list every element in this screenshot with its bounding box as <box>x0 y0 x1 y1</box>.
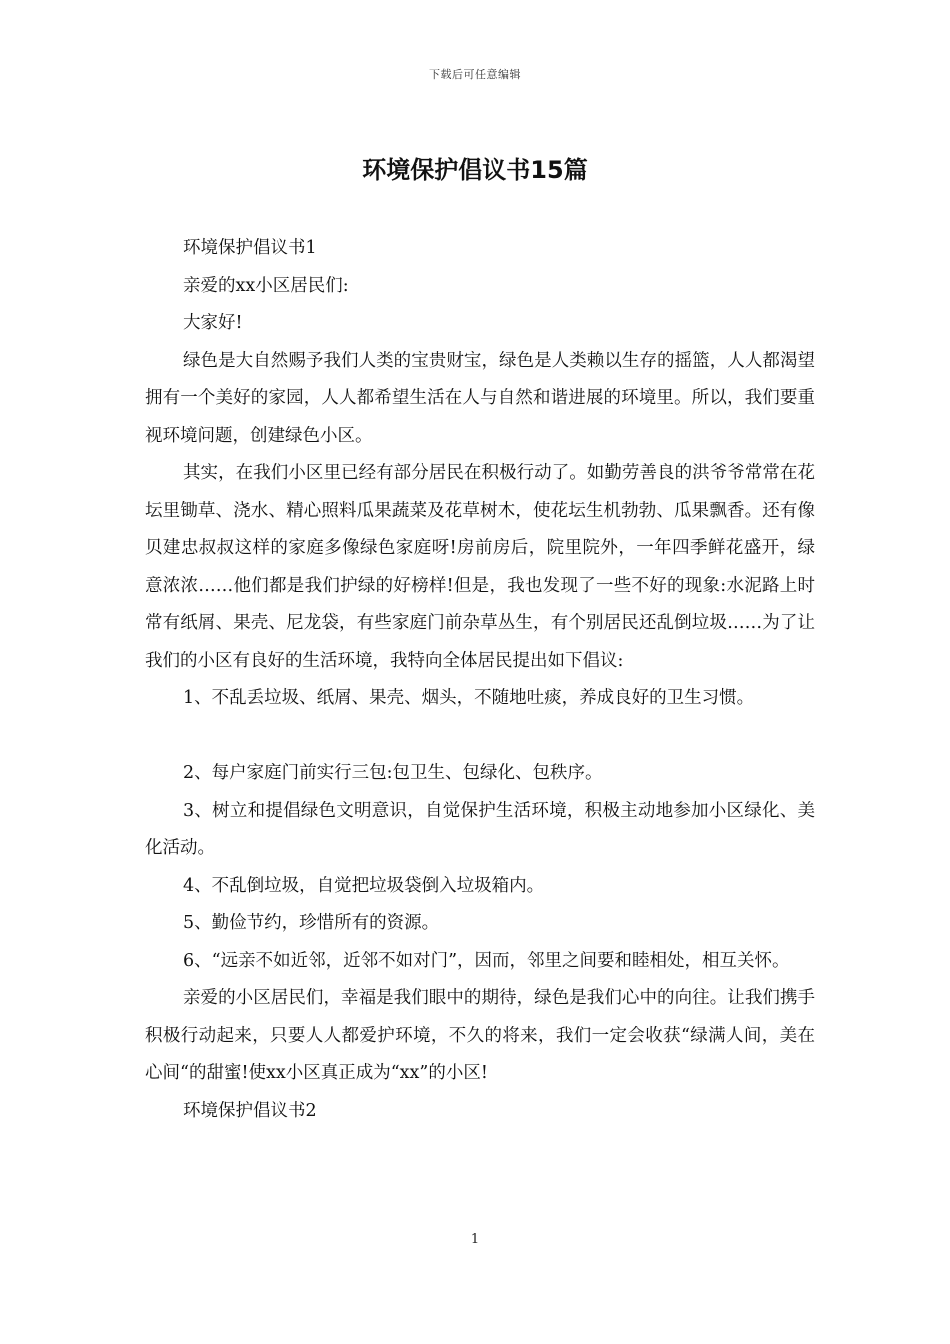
page-number: 1 <box>470 1232 480 1247</box>
section-heading: 环境保护倡议书2 <box>183 1100 317 1121</box>
proposal-item: 1、不乱丢垃圾、纸屑、果壳、烟头，不随地吐痰，养成良好的卫生习惯。 <box>183 688 755 708</box>
page-header: 下载后可任意编辑 <box>429 68 521 81</box>
blank-line <box>145 718 815 756</box>
greeting: 大家好! <box>183 313 243 333</box>
proposal-item: 6、“远亲不如近邻，近邻不如对门”，因而，邻里之间要和睦相处，相互关怀。 <box>183 950 790 971</box>
body-paragraph: 其实，在我们小区里已经有部分居民在积极行动了。如勤劳善良的洪爷爷常常在花坛里锄草、浇水、精心照料瓜果蔬菜及花草树木，使花坛生机勃勃、瓜果飘香。还有像贝建忠叔叔这样的家庭多像绿色家庭呀!房前房后，院里院外，一年四季鲜花盛开，绿意浓浓……他们都是我们护绿的好榜样!但是，我也发现了一些不好的现象:水泥路上时常有纸屑、果壳、尼龙袋，有些家庭门前杂草丛生，有个别居民还乱倒垃圾……为了让我们的小区有良好的生活环境，我特向全体居民提出如下倡议: <box>145 463 815 671</box>
document-title: 环境保护倡议书15篇 <box>362 156 588 184</box>
proposal-item: 2、每户家庭门前实行三包:包卫生、包绿化、包秩序。 <box>183 763 603 783</box>
salutation: 亲爱的xx小区居民们: <box>183 275 349 296</box>
body-paragraph: 绿色是大自然赐予我们人类的宝贵财宝，绿色是人类赖以生存的摇篮，人人都渴望拥有一个美好的家园，人人都希望生活在人与自然和谐进展的环境里。所以，我们要重视环境问题，创建绿色小区。 <box>145 350 815 446</box>
closing-paragraph: 亲爱的小区居民们，幸福是我们眼中的期待，绿色是我们心中的向往。让我们携手积极行动起来，只要人人都爱护环境，不久的将来，我们一定会收获“绿满人间，美在心间“的甜蜜!使xx小区真正成为“xx”的小区! <box>145 988 815 1083</box>
proposal-item: 3、树立和提倡绿色文明意识，自觉保护生活环境，积极主动地参加小区绿化、美化活动。 <box>145 800 815 858</box>
proposal-item: 5、勤俭节约，珍惜所有的资源。 <box>183 913 440 933</box>
section-heading: 环境保护倡议书1 <box>183 238 317 258</box>
document-body <box>145 230 815 1130</box>
proposal-item: 4、不乱倒垃圾，自觉把垃圾袋倒入垃圾箱内。 <box>183 875 545 896</box>
